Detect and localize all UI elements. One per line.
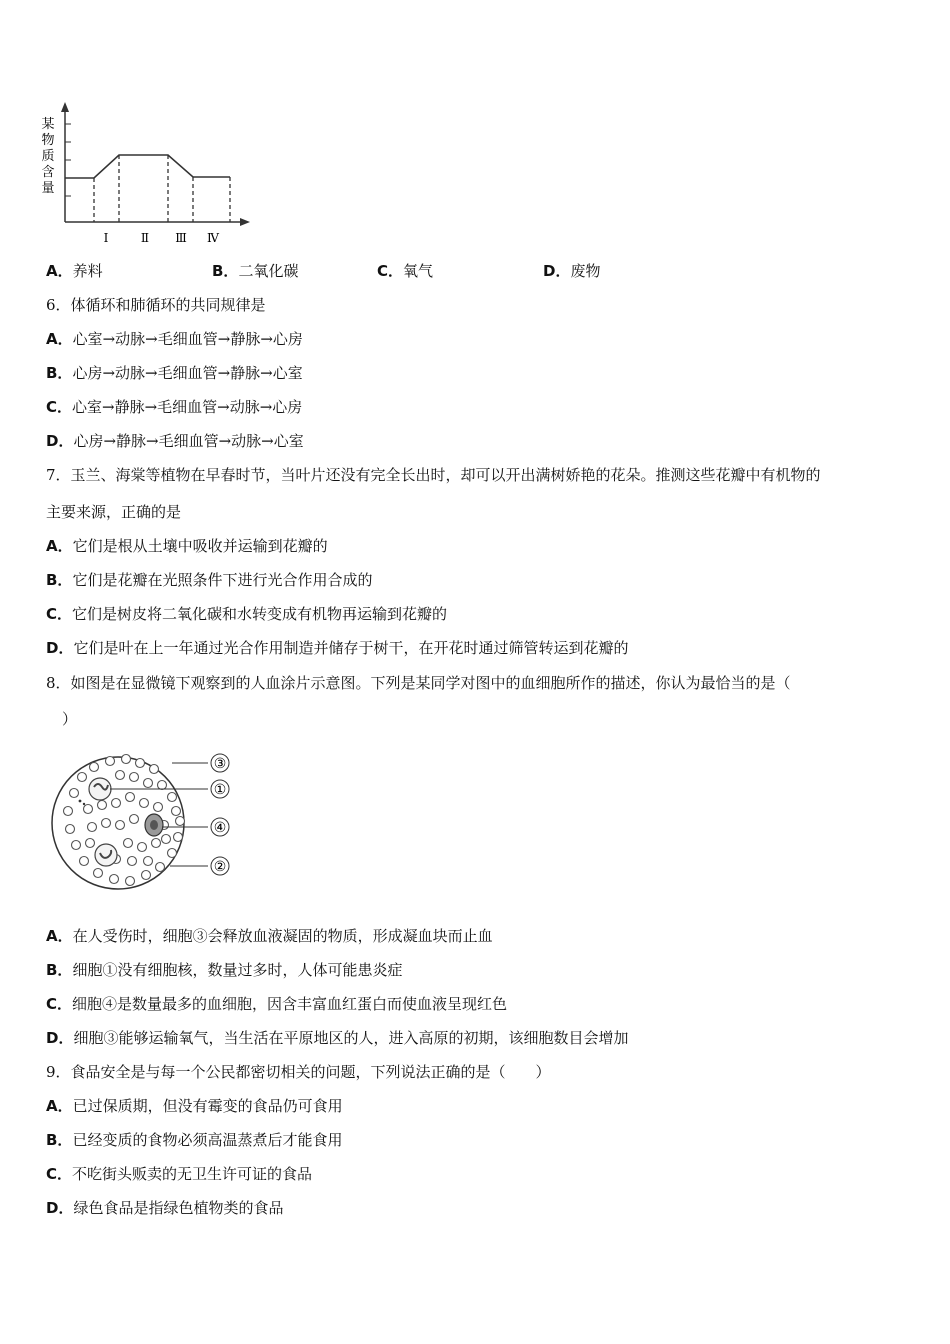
label-cell-2: ② bbox=[213, 859, 227, 875]
q5-option-d: D．废物 bbox=[543, 262, 601, 280]
q9-option-b: B．已经变质的食物必须高温蒸煮后才能食用 bbox=[46, 1131, 343, 1149]
q6-stem: 6．体循环和肺循环的共同规律是 bbox=[46, 296, 266, 314]
q9-option-a: A．已过保质期，但没有霉变的食品仍可食用 bbox=[46, 1097, 343, 1115]
x-tick-label: Ⅰ bbox=[103, 231, 109, 245]
y-label-char: 某 bbox=[41, 117, 55, 132]
q5-option-b: B．二氧化碳 bbox=[212, 262, 299, 280]
label-cell-1: ① bbox=[213, 782, 227, 798]
x-tick-label: Ⅲ bbox=[175, 231, 187, 245]
label-cell-4: ④ bbox=[213, 820, 227, 836]
x-axis-arrow bbox=[240, 218, 250, 226]
white-blood-cell-2 bbox=[95, 844, 117, 866]
y-label-char: 含 bbox=[41, 165, 55, 180]
q9-option-c: C．不吃街头贩卖的无卫生许可证的食品 bbox=[46, 1165, 313, 1183]
q7-option-d: D．它们是叶在上一年通过光合作用制造并储存于树干，在开花时通过筛管转运到花瓣的 bbox=[46, 639, 629, 657]
q7-stem: 7．玉兰、海棠等植物在早春时节，当叶片还没有完全长出时，却可以开出满树娇艳的花朵。推测这些花瓣中有机物的 bbox=[46, 466, 821, 484]
y-axis-arrow bbox=[61, 102, 69, 112]
q6-option-c: C．心室→静脉→毛细血管→动脉→心房 bbox=[46, 398, 303, 416]
blood-smear-diagram bbox=[50, 745, 240, 905]
y-label-char: 物 bbox=[41, 133, 55, 148]
y-ticks bbox=[65, 124, 71, 196]
y-label-char: 质 bbox=[41, 149, 55, 164]
q7-option-a: A．它们是根从土壤中吸收并运输到花瓣的 bbox=[46, 537, 328, 555]
q8-option-c: C．细胞④是数量最多的血细胞，因含丰富血红蛋白而使血液呈现红色 bbox=[46, 995, 508, 1013]
substance-content-graph bbox=[40, 100, 260, 250]
q6-option-b: B．心房→动脉→毛细血管→静脉→心室 bbox=[46, 364, 303, 382]
q7-stem-continued: 主要来源，正确的是 bbox=[46, 503, 182, 521]
q6-option-d: D．心房→静脉→毛细血管→动脉→心室 bbox=[46, 432, 304, 450]
q5-option-a: A．养料 bbox=[46, 262, 103, 280]
q9-stem: 9．食品安全是与每一个公民都密切相关的问题，下列说法正确的是（ ） bbox=[46, 1063, 551, 1081]
segment-dividers bbox=[94, 155, 230, 222]
white-blood-cell-1 bbox=[89, 778, 111, 800]
label-cell-3: ③ bbox=[213, 756, 227, 772]
x-tick-label: Ⅳ bbox=[207, 231, 219, 245]
q8-option-b: B．细胞①没有细胞核，数量过多时，人体可能患炎症 bbox=[46, 961, 403, 979]
q8-stem: 8．如图是在显微镜下观察到的人血涂片示意图。下列是某同学对图中的血细胞所作的描述，你认为最恰当的是（ bbox=[46, 674, 791, 692]
q7-option-b: B．它们是花瓣在光照条件下进行光合作用合成的 bbox=[46, 571, 373, 589]
content-curve bbox=[65, 155, 230, 178]
y-label-char: 量 bbox=[41, 181, 55, 196]
q8-stem-continued: ） bbox=[62, 710, 78, 728]
q5-option-c: C．氧气 bbox=[377, 262, 434, 280]
q7-option-c: C．它们是树皮将二氧化碳和水转变成有机物再运输到花瓣的 bbox=[46, 605, 448, 623]
cell-four bbox=[145, 814, 163, 836]
q8-option-d: D．细胞③能够运输氧气，当生活在平原地区的人，进入高原的初期，该细胞数目会增加 bbox=[46, 1029, 629, 1047]
q6-option-a: A．心室→动脉→毛细血管→静脉→心房 bbox=[46, 330, 303, 348]
q9-option-d: D．绿色食品是指绿色植物类的食品 bbox=[46, 1199, 284, 1217]
x-tick-label: Ⅱ bbox=[140, 231, 150, 245]
q8-option-a: A．在人受伤时，细胞③会释放血液凝固的物质，形成凝血块而止血 bbox=[46, 927, 493, 945]
label-circles bbox=[211, 754, 229, 875]
